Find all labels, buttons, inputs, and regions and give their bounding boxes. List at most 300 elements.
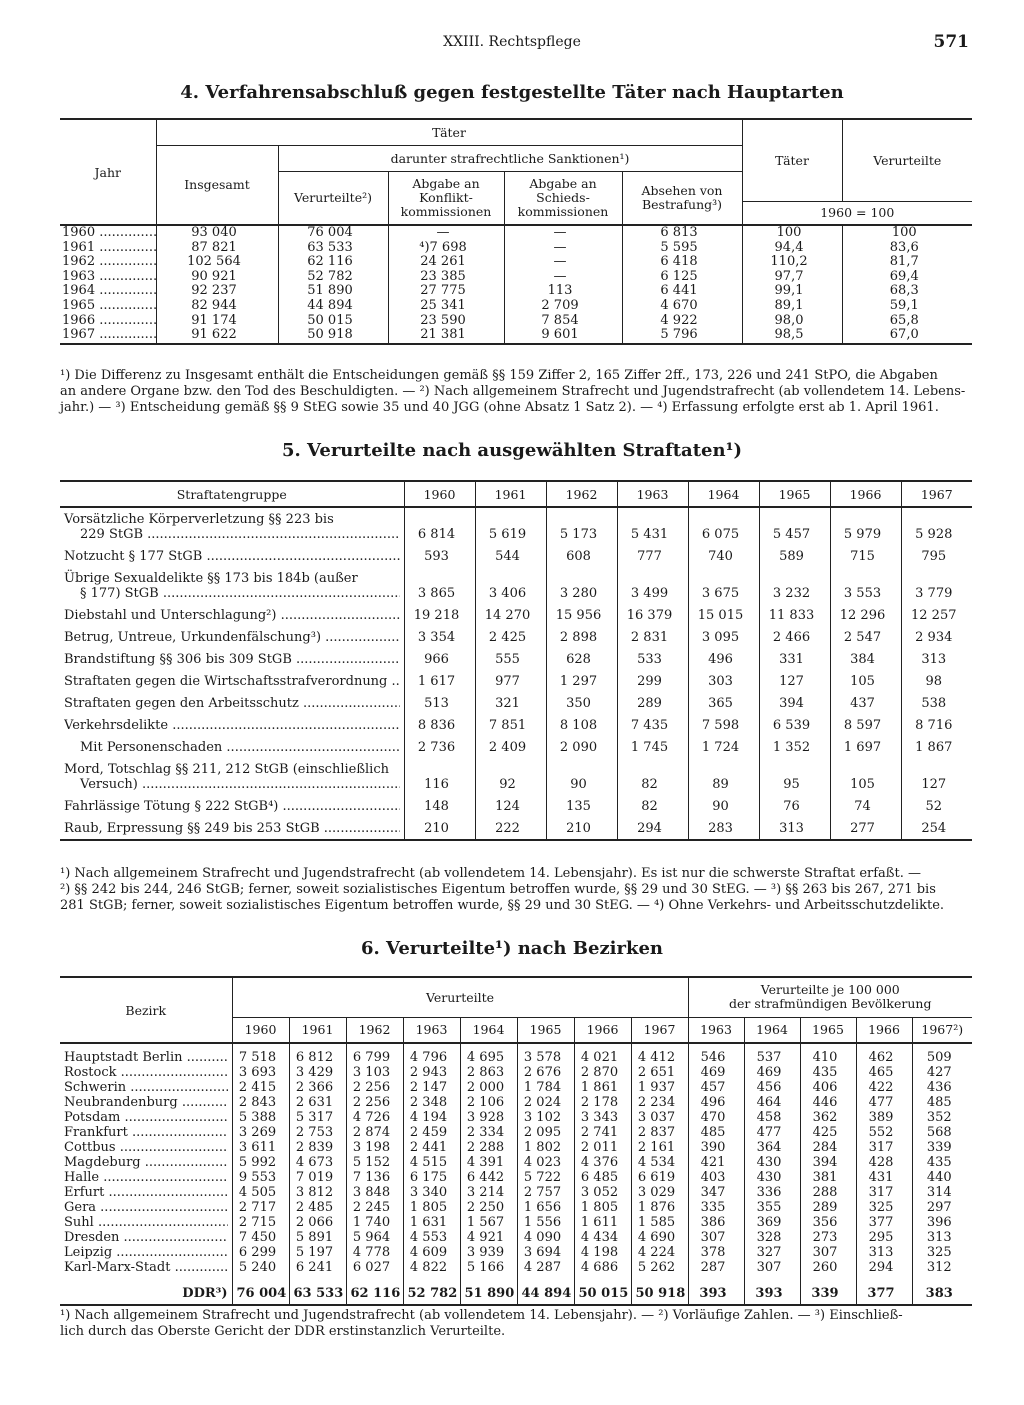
value-cell: 496: [688, 648, 759, 670]
value-cell: 116: [404, 758, 475, 795]
value-cell: 12 257: [901, 604, 972, 626]
value-cell: 356: [800, 1215, 856, 1230]
table-row: [60, 817, 972, 840]
label-line2: Diebstahl und Unterschlagung²) .....: [64, 608, 400, 623]
bezirk-cell: [60, 1245, 232, 1260]
value-cell: ⁴)7 698: [388, 241, 504, 256]
value-cell: 1 867: [901, 736, 972, 758]
total-value: 50 015: [574, 1275, 631, 1305]
table4: [60, 118, 972, 345]
value-cell: 496: [688, 1095, 744, 1110]
bezirk-cell: [60, 1140, 232, 1155]
bezirk-label: Dresden .....: [64, 1230, 228, 1245]
value-cell: 4 726: [346, 1110, 403, 1125]
value-cell: 456: [744, 1080, 800, 1095]
value-cell: 1 802: [517, 1140, 574, 1155]
value-cell: 3 939: [460, 1245, 517, 1260]
value-cell: 1 724: [688, 736, 759, 758]
value-cell: 1 784: [517, 1080, 574, 1095]
value-cell: 3 095: [688, 626, 759, 648]
value-cell: 105: [830, 670, 901, 692]
value-cell: 25 341: [388, 299, 504, 314]
value-cell: —: [504, 225, 622, 241]
total-value: 50 918: [631, 1275, 688, 1305]
year-cell: [60, 270, 156, 285]
col-year: 1961: [475, 481, 546, 507]
value-cell: 295: [856, 1230, 912, 1245]
col-taeter: Täter: [156, 119, 742, 145]
col-absehen: Absehen von Bestrafung³): [622, 171, 742, 225]
value-cell: 3 499: [617, 567, 688, 604]
value-cell: 1 745: [617, 736, 688, 758]
spacer-cell: [744, 1043, 800, 1050]
value-cell: 431: [856, 1170, 912, 1185]
value-cell: 23 590: [388, 314, 504, 329]
value-cell: 325: [856, 1200, 912, 1215]
value-cell: 436: [912, 1080, 972, 1095]
value-cell: 437: [830, 692, 901, 714]
value-cell: 68,3: [842, 284, 972, 299]
value-cell: 50 015: [278, 314, 388, 329]
value-cell: 6 299: [232, 1245, 289, 1260]
value-cell: 715: [830, 545, 901, 567]
value-cell: 394: [759, 692, 830, 714]
bezirk-label: Frankfurt .....: [64, 1125, 228, 1140]
table-row: [60, 692, 972, 714]
total-value: 393: [744, 1275, 800, 1305]
bezirk-cell: [60, 1185, 232, 1200]
value-cell: 477: [856, 1095, 912, 1110]
value-cell: 4 553: [403, 1230, 460, 1245]
value-cell: 8 716: [901, 714, 972, 736]
page-number: 571: [933, 32, 969, 52]
spacer-cell: [403, 1043, 460, 1050]
value-cell: 2 741: [574, 1125, 631, 1140]
value-cell: 339: [912, 1140, 972, 1155]
spacer-cell: [346, 1043, 403, 1050]
col-year-rate: 1966: [856, 1017, 912, 1043]
value-cell: 2 415: [232, 1080, 289, 1095]
bezirk-cell: [60, 1215, 232, 1230]
value-cell: 52 782: [278, 270, 388, 285]
value-cell: 3 865: [404, 567, 475, 604]
spacer-cell: [517, 1043, 574, 1050]
value-cell: 4 670: [622, 299, 742, 314]
col-year: 1962: [346, 1017, 403, 1043]
value-cell: 4 412: [631, 1050, 688, 1065]
value-cell: 5 992: [232, 1155, 289, 1170]
value-cell: 1 297: [546, 670, 617, 692]
year-label: 1964: [62, 284, 96, 299]
bezirk-label: Schwerin .....: [64, 1080, 228, 1095]
value-cell: 62 116: [278, 255, 388, 270]
value-cell: 2 288: [460, 1140, 517, 1155]
label-line1: Vorsätzliche Körperverletzung §§ 223 bis: [64, 512, 334, 527]
bezirk-cell: [60, 1200, 232, 1215]
value-cell: 105: [830, 758, 901, 795]
value-cell: 2 651: [631, 1065, 688, 1080]
value-cell: 3 675: [688, 567, 759, 604]
col-year: 1967: [901, 481, 972, 507]
table-row: [60, 545, 972, 567]
bezirk-label: Neubrandenburg .....: [64, 1095, 228, 1110]
value-cell: 51 890: [278, 284, 388, 299]
value-cell: 427: [912, 1065, 972, 1080]
value-cell: 7 450: [232, 1230, 289, 1245]
value-cell: 470: [688, 1110, 744, 1125]
table-row: [60, 758, 972, 795]
value-cell: 4 198: [574, 1245, 631, 1260]
table-row: [60, 795, 972, 817]
value-cell: 1 631: [403, 1215, 460, 1230]
label-line2: 229 StGB .....: [64, 527, 400, 542]
value-cell: 312: [912, 1260, 972, 1275]
value-cell: 69,4: [842, 270, 972, 285]
value-cell: 325: [912, 1245, 972, 1260]
total-row: [60, 1275, 972, 1305]
year-cell: [60, 299, 156, 314]
value-cell: 3 214: [460, 1185, 517, 1200]
value-cell: 8 597: [830, 714, 901, 736]
value-cell: 2 547: [830, 626, 901, 648]
label-cell: [60, 736, 404, 758]
value-cell: 81,7: [842, 255, 972, 270]
col-jahr: Jahr: [60, 119, 156, 225]
value-cell: 14 270: [475, 604, 546, 626]
spacer-cell: [631, 1043, 688, 1050]
value-cell: 430: [744, 1155, 800, 1170]
value-cell: 2 676: [517, 1065, 574, 1080]
col-year: 1964: [460, 1017, 517, 1043]
value-cell: 90: [688, 795, 759, 817]
label-cell: [60, 714, 404, 736]
value-cell: 5 964: [346, 1230, 403, 1245]
value-cell: 100: [742, 225, 842, 241]
col-year: 1963: [403, 1017, 460, 1043]
col-konflikt: Abgabe an Konflikt-kommissionen: [388, 171, 504, 225]
value-cell: 446: [800, 1095, 856, 1110]
value-cell: 4 690: [631, 1230, 688, 1245]
bezirk-label: Hauptstadt Berlin .....: [64, 1050, 228, 1065]
value-cell: 82: [617, 795, 688, 817]
value-cell: 6 125: [622, 270, 742, 285]
value-cell: 7 598: [688, 714, 759, 736]
value-cell: 608: [546, 545, 617, 567]
spacer-cell: [688, 1043, 744, 1050]
value-cell: 2 256: [346, 1080, 403, 1095]
year-label: 1960: [62, 225, 96, 240]
bezirk-cell: [60, 1125, 232, 1140]
value-cell: 4 922: [622, 314, 742, 329]
table-row: [60, 1245, 972, 1260]
value-cell: 5 166: [460, 1260, 517, 1275]
value-cell: 313: [912, 1230, 972, 1245]
value-cell: 509: [912, 1050, 972, 1065]
value-cell: 76: [759, 795, 830, 817]
value-cell: 3 343: [574, 1110, 631, 1125]
table5: [60, 480, 972, 841]
total-value: 76 004: [232, 1275, 289, 1305]
value-cell: 777: [617, 545, 688, 567]
value-cell: 127: [901, 758, 972, 795]
table-row: [60, 241, 972, 256]
table5-title: 5. Verurteilte nach ausgewählten Straftaten¹): [282, 440, 742, 461]
col-year-rate: 1965: [800, 1017, 856, 1043]
value-cell: 87 821: [156, 241, 278, 256]
value-cell: 210: [404, 817, 475, 840]
value-cell: 5 619: [475, 507, 546, 545]
value-cell: 1 617: [404, 670, 475, 692]
table5-footnote: [60, 866, 972, 914]
value-cell: 5 891: [289, 1230, 346, 1245]
value-cell: 76 004: [278, 225, 388, 241]
value-cell: 3 406: [475, 567, 546, 604]
value-cell: 593: [404, 545, 475, 567]
table-row: [60, 648, 972, 670]
value-cell: 2 870: [574, 1065, 631, 1080]
label-cell: [60, 545, 404, 567]
value-cell: 2 831: [617, 626, 688, 648]
footnote-line: ¹) Die Differenz zu Insgesamt enthält die Entscheidungen gemäß §§ 159 Ziffer 2, 165 Ziffer 2ff., 173, 226 und 241 StPO, die Abgaben: [60, 368, 938, 383]
label-line1: Mord, Totschlag §§ 211, 212 StGB (einschließlich: [64, 762, 389, 777]
value-cell: 4 515: [403, 1155, 460, 1170]
value-cell: 384: [830, 648, 901, 670]
bezirk-label: Gera .....: [64, 1200, 228, 1215]
value-cell: 4 224: [631, 1245, 688, 1260]
value-cell: 628: [546, 648, 617, 670]
value-cell: 5 796: [622, 328, 742, 344]
value-cell: 485: [912, 1095, 972, 1110]
table-row: [60, 1260, 972, 1275]
value-cell: 5 722: [517, 1170, 574, 1185]
year-cell: [60, 328, 156, 344]
table-row: [60, 1080, 972, 1095]
value-cell: 350: [546, 692, 617, 714]
table-row: [60, 1230, 972, 1245]
table-row: [60, 626, 972, 648]
table6-footnote: [60, 1308, 972, 1340]
label-cell: [60, 670, 404, 692]
value-cell: 4 194: [403, 1110, 460, 1125]
value-cell: 50 918: [278, 328, 388, 344]
value-cell: 546: [688, 1050, 744, 1065]
value-cell: 7 136: [346, 1170, 403, 1185]
value-cell: 303: [688, 670, 759, 692]
col-bezirk: Bezirk: [60, 977, 232, 1043]
col-year: 1964: [688, 481, 759, 507]
year-cell: [60, 255, 156, 270]
value-cell: 469: [688, 1065, 744, 1080]
value-cell: 364: [744, 1140, 800, 1155]
value-cell: 5 317: [289, 1110, 346, 1125]
value-cell: 7 019: [289, 1170, 346, 1185]
value-cell: 2 715: [232, 1215, 289, 1230]
spacer-cell: [60, 1043, 232, 1050]
value-cell: 2 366: [289, 1080, 346, 1095]
col-year: 1962: [546, 481, 617, 507]
value-cell: 2 709: [504, 299, 622, 314]
total-value: 51 890: [460, 1275, 517, 1305]
label-cell: [60, 567, 404, 604]
total-value: 339: [800, 1275, 856, 1305]
value-cell: 555: [475, 648, 546, 670]
value-cell: 4 673: [289, 1155, 346, 1170]
value-cell: 6 418: [622, 255, 742, 270]
spacer-cell: [460, 1043, 517, 1050]
label-line2: Betrug, Untreue, Urkundenfälschung³) .....: [64, 630, 400, 645]
bezirk-cell: [60, 1110, 232, 1125]
col-year: 1965: [517, 1017, 574, 1043]
col-year: 1960: [232, 1017, 289, 1043]
value-cell: 12 296: [830, 604, 901, 626]
label-line2: § 177) StGB .....: [64, 586, 400, 601]
value-cell: 795: [901, 545, 972, 567]
bezirk-cell: [60, 1095, 232, 1110]
value-cell: 2 256: [346, 1095, 403, 1110]
value-cell: 11 833: [759, 604, 830, 626]
total-value: 63 533: [289, 1275, 346, 1305]
value-cell: 966: [404, 648, 475, 670]
table-row: [60, 736, 972, 758]
table-row: [60, 1125, 972, 1140]
table-row: [60, 225, 972, 241]
col-je-line2: der strafmündigen Bevölkerung: [729, 996, 932, 1012]
value-cell: 24 261: [388, 255, 504, 270]
value-cell: 313: [856, 1245, 912, 1260]
value-cell: 3 611: [232, 1140, 289, 1155]
bezirk-cell: [60, 1050, 232, 1065]
value-cell: 5 262: [631, 1260, 688, 1275]
value-cell: 2 757: [517, 1185, 574, 1200]
value-cell: 1 876: [631, 1200, 688, 1215]
bezirk-label: Magdeburg .....: [64, 1155, 228, 1170]
value-cell: 2 334: [460, 1125, 517, 1140]
value-cell: 3 694: [517, 1245, 574, 1260]
value-cell: 3 812: [289, 1185, 346, 1200]
bezirk-label: Suhl .....: [64, 1215, 228, 1230]
value-cell: 102 564: [156, 255, 278, 270]
value-cell: 5 979: [830, 507, 901, 545]
value-cell: 5 240: [232, 1260, 289, 1275]
year-cell: [60, 284, 156, 299]
footnote-line: ²) §§ 242 bis 244, 246 StGB; ferner, soweit sozialistisches Eigentum betroffen wurde, §§ 29 und 30 StEG. — ³) §§ 263 bis 267, 271 bis: [60, 882, 936, 897]
footnote-line: lich durch das Oberste Gericht der DDR erstinstanzlich Verurteilte.: [60, 1324, 506, 1339]
value-cell: 283: [688, 817, 759, 840]
value-cell: 89: [688, 758, 759, 795]
value-cell: 2 425: [475, 626, 546, 648]
value-cell: 3 102: [517, 1110, 574, 1125]
value-cell: 4 090: [517, 1230, 574, 1245]
col-verurteilte-index: Verurteilte: [842, 119, 972, 201]
value-cell: 2 839: [289, 1140, 346, 1155]
value-cell: 98,0: [742, 314, 842, 329]
value-cell: 394: [800, 1155, 856, 1170]
value-cell: 59,1: [842, 299, 972, 314]
value-cell: 6 075: [688, 507, 759, 545]
footnote-line: ¹) Nach allgemeinem Strafrecht und Jugendstrafrecht (ab vollendetem 14. Lebensjahr). Es ist nur die schwerste Straftat erfaßt. —: [60, 866, 921, 881]
table-row: [60, 1050, 972, 1065]
value-cell: 537: [744, 1050, 800, 1065]
value-cell: 94,4: [742, 241, 842, 256]
value-cell: 313: [901, 648, 972, 670]
table-row: [60, 714, 972, 736]
value-cell: 3 037: [631, 1110, 688, 1125]
value-cell: 589: [759, 545, 830, 567]
col-darunter: darunter strafrechtliche Sanktionen¹): [278, 145, 742, 171]
label-cell: [60, 626, 404, 648]
value-cell: 1 740: [346, 1215, 403, 1230]
value-cell: 15 956: [546, 604, 617, 626]
value-cell: 362: [800, 1110, 856, 1125]
value-cell: 327: [744, 1245, 800, 1260]
col-verurteilte: Verurteilte²): [278, 171, 388, 225]
value-cell: 4 695: [460, 1050, 517, 1065]
value-cell: 91 622: [156, 328, 278, 344]
col-verurteilte: Verurteilte: [232, 977, 688, 1017]
bezirk-cell: [60, 1155, 232, 1170]
total-label: DDR³): [60, 1275, 232, 1305]
value-cell: 9 601: [504, 328, 622, 344]
col-je: [688, 977, 972, 1017]
value-cell: 52: [901, 795, 972, 817]
value-cell: 67,0: [842, 328, 972, 344]
bezirk-cell: [60, 1170, 232, 1185]
spacer-cell: [912, 1043, 972, 1050]
bezirk-cell: [60, 1080, 232, 1095]
col-taeter-index: Täter: [742, 119, 842, 201]
value-cell: 2 485: [289, 1200, 346, 1215]
col-year-rate: 1967²): [912, 1017, 972, 1043]
label-cell: [60, 758, 404, 795]
total-value: 393: [688, 1275, 744, 1305]
value-cell: 2 837: [631, 1125, 688, 1140]
value-cell: 9 553: [232, 1170, 289, 1185]
value-cell: 63 533: [278, 241, 388, 256]
value-cell: 422: [856, 1080, 912, 1095]
label-line2: Brandstiftung §§ 306 bis 309 StGB .....: [64, 652, 400, 667]
value-cell: 294: [856, 1260, 912, 1275]
value-cell: 1 567: [460, 1215, 517, 1230]
label-line2: Notzucht § 177 StGB .....: [64, 549, 400, 564]
value-cell: 307: [744, 1260, 800, 1275]
value-cell: 2 874: [346, 1125, 403, 1140]
bezirk-label: Leipzig .....: [64, 1245, 228, 1260]
value-cell: 533: [617, 648, 688, 670]
table-row: [60, 1185, 972, 1200]
col-straftatengruppe: Straftatengruppe: [60, 481, 404, 507]
table6: [60, 976, 972, 1306]
table-row: [60, 507, 972, 545]
value-cell: 3 553: [830, 567, 901, 604]
page-header: [0, 32, 1024, 56]
value-cell: 335: [688, 1200, 744, 1215]
value-cell: 389: [856, 1110, 912, 1125]
year-label: 1963: [62, 269, 96, 284]
spacer-cell: [232, 1043, 289, 1050]
value-cell: 544: [475, 545, 546, 567]
spacer-cell: [856, 1043, 912, 1050]
value-cell: 2 348: [403, 1095, 460, 1110]
value-cell: 82: [617, 758, 688, 795]
value-cell: 110,2: [742, 255, 842, 270]
value-cell: 3 029: [631, 1185, 688, 1200]
value-cell: 7 518: [232, 1050, 289, 1065]
year-cell: [60, 314, 156, 329]
value-cell: 4 796: [403, 1050, 460, 1065]
value-cell: 406: [800, 1080, 856, 1095]
value-cell: 3 198: [346, 1140, 403, 1155]
col-year: 1963: [617, 481, 688, 507]
